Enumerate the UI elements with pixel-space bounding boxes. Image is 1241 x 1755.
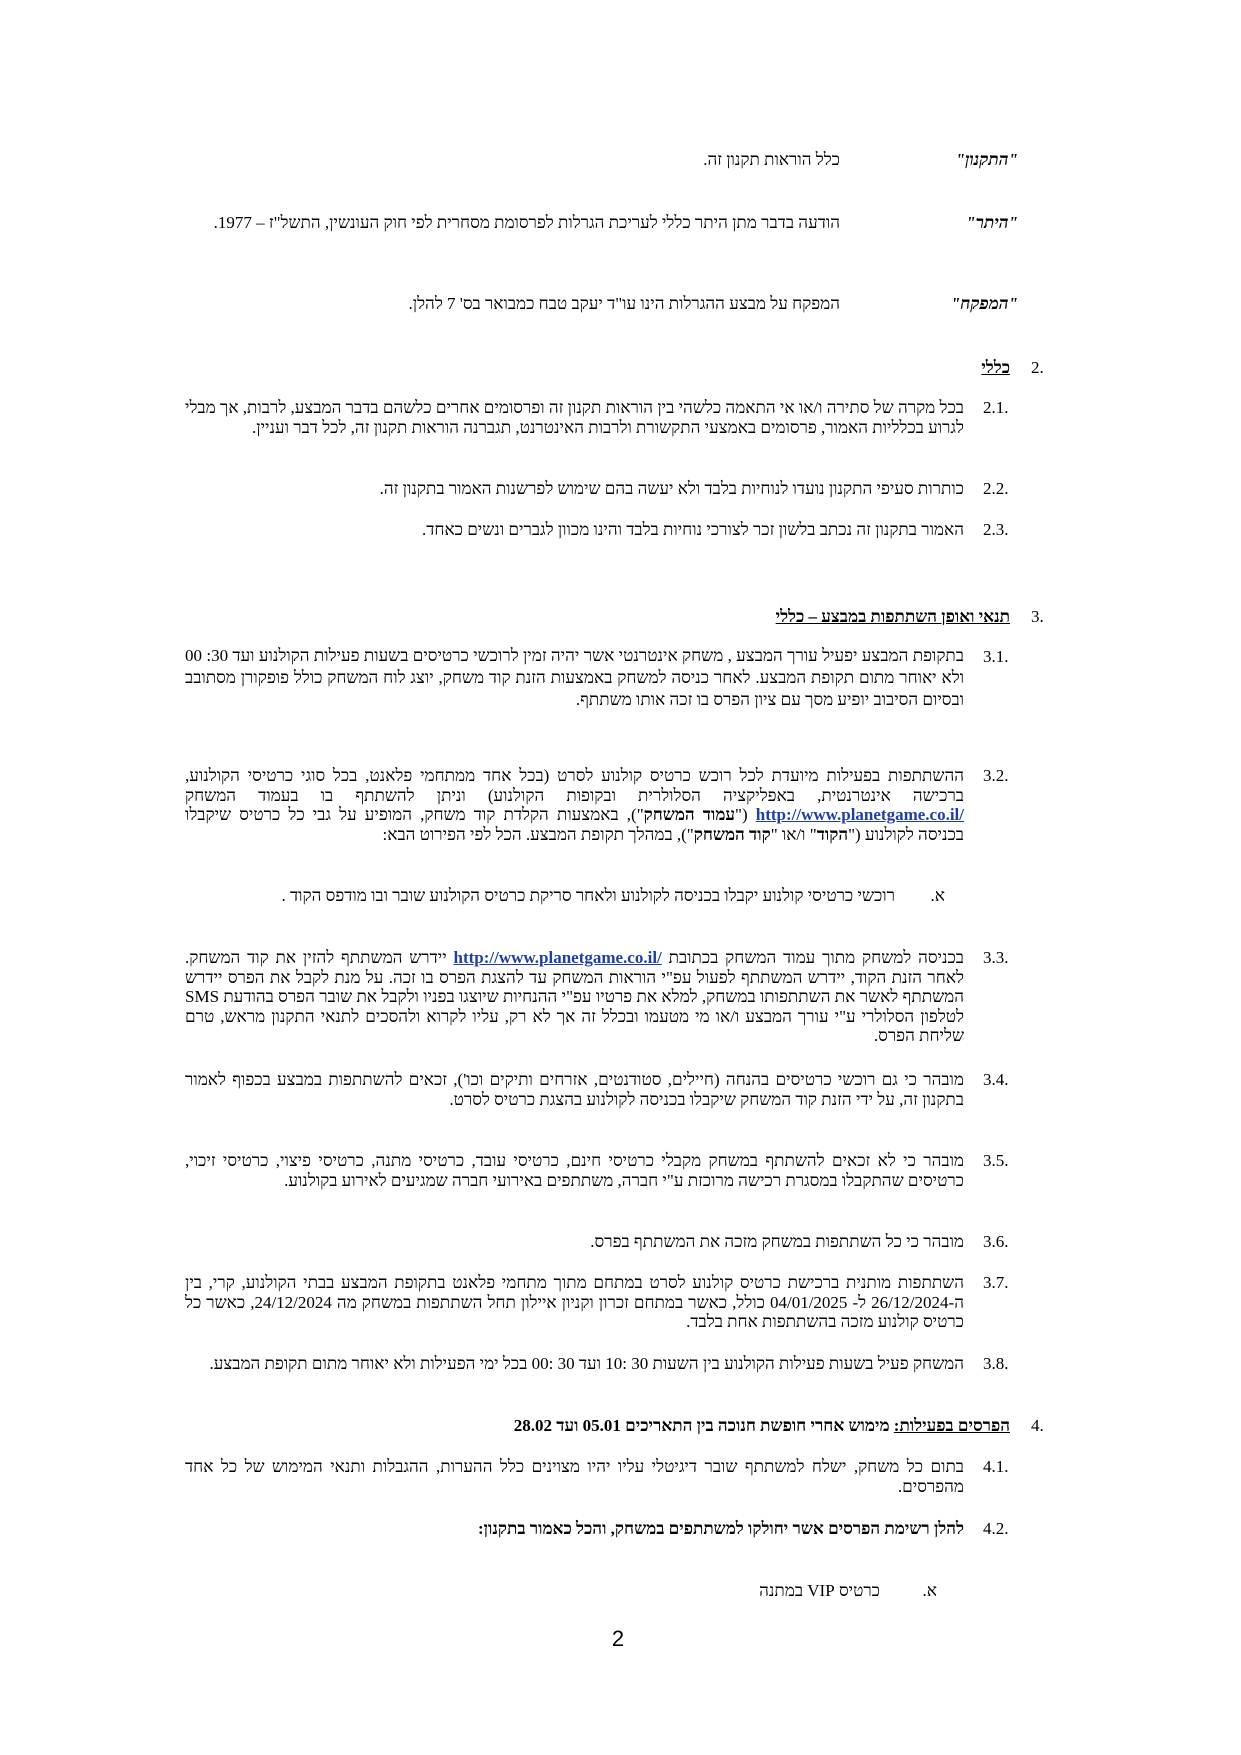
item-3-6-text: מובהר כי כל השתתפות במשחק מזכה את המשתתף בפרס. — [590, 1232, 964, 1251]
item-3-2-part2: (" — [735, 805, 748, 824]
definition-term-mefakeach: "המפקח" — [950, 294, 1018, 313]
item-3-1-number: 3.1. — [983, 647, 1009, 666]
item-2-1-text: בכל מקרה של סתירה ו/או אי התאמה כלשהי בין הוראות תקנון זה ופרסומים אחרים כלשהם בדבר המבצע, לרבות, אך מבלי לגרוע בכלליות האמור, פרסומים באמצעי התקשורת ולרבות האינטרנט, תגברנה הוראות תקנון זה, לכל דבר ועניין. — [185, 398, 964, 437]
item-3-3-number: 3.3. — [983, 948, 1009, 967]
item-3-2-bold-code: הקוד — [816, 824, 849, 844]
item-3-7-number: 3.7. — [983, 1273, 1009, 1292]
definition-text-takanon: כלל הוראות תקנון זה. — [703, 150, 840, 169]
item-3-2-part3: "), באמצעות הקלדת קוד משחק, המופיע על גבי כל כרטיס שיקבלו בכניסה לקולנוע (" — [185, 805, 964, 844]
item-3-8-text: המשחק פעיל בשעות פעילות הקולנוע בין השעות 30 :10 ועד 30 :00 בכל ימי הפעילות ולא יאוחר מתום תקופת המבצע. — [209, 1354, 964, 1373]
page-number: 2 — [611, 1626, 625, 1651]
item-3-5-text: מובהר כי לא זכאים להשתתף במשחק מקבלי כרטיסי חינם, כרטיסי עובד, כרטיסי מתנה, כרטיסי פיצוי, כרטיסי זיכוי, כרטיסים שהתקבלו במסגרת רכישה מרוכזת ע"י חברה, משתתפים באירועי חברה שמגיעים לאירוע בקולנוע. — [185, 1151, 964, 1190]
item-2-3-text: האמור בתקנון זה נכתב בלשון זכר לצורכי נוחיות בלבד והינו מכוון לגברים ונשים כאחד. — [421, 520, 964, 539]
planetgame-link[interactable]: http://www.planetgame.co.il/ — [755, 805, 965, 824]
item-3-2-bold-game-page: עמוד המשחק — [643, 805, 736, 824]
item-3-6-number: 3.6. — [983, 1232, 1009, 1251]
item-3-2-part1: ההשתתפות בפעילות מיועדת לכל רוכש כרטיס קולנוע לסרט (בכל אחד ממתחמי פלאנט, בכל סוגי כרטיסי הקולנוע, ברכישה אינטרנטית, באפליקציה הסלולרית ובקופות הקולנוע) וניתן להשתתף בו בעמוד המשחק — [185, 766, 964, 805]
planetgame-link-2[interactable]: http://www.planetgame.co.il/ — [453, 948, 662, 967]
item-3-2-a-letter: א. — [930, 886, 945, 905]
item-2-1-number: 2.1. — [983, 398, 1009, 417]
prize-a-letter: א. — [922, 1581, 937, 1600]
item-3-4-text: מובהר כי גם רוכשי כרטיסים בהנחה (חיילים, סטודנטים, אזרחים ותיקים וכו'), זכאים להשתתפות במבצע בכפוף לאמור בתקנון זה, על ידי הזנת קוד המשחק שיקבלו בכניסה לקולנוע בהצגת כרטיס לסרט. — [185, 1070, 964, 1109]
item-3-2-text — [185, 766, 964, 844]
section-4-title-prizes: הפרסים בפעילות: — [893, 1416, 1010, 1435]
item-3-2-part4: " ו/או " — [770, 824, 817, 844]
item-3-4-number: 3.4. — [983, 1070, 1009, 1089]
item-3-2-part5: "), במהלך תקופת המבצע. הכל לפי הפירוט הבא: — [382, 824, 694, 844]
item-4-2-number: 4.2. — [983, 1519, 1009, 1538]
item-3-3-text — [185, 948, 964, 1046]
item-2-2-text: כותרות סעיפי התקנון נועדו לנוחיות בלבד ולא יעשה בהם שימוש לפרשנות האמור בתקנון זה. — [379, 479, 964, 498]
definition-term-takanon: "התקנון" — [955, 150, 1018, 169]
section-4-title — [400, 1416, 1010, 1436]
item-2-2-number: 2.2. — [983, 479, 1009, 498]
item-3-5-number: 3.5. — [983, 1151, 1009, 1170]
item-3-8-number: 3.8. — [983, 1354, 1009, 1373]
item-2-3-number: 2.3. — [983, 520, 1009, 539]
section-2-number: 2. — [1031, 358, 1044, 377]
item-4-1-text: בתום כל משחק, ישלח למשתתף שובר דיגיטלי עליו יהיו מצוינים כלל ההערות, ההגבלות ותנאי המימוש של כל אחד מהפרסים. — [185, 1457, 964, 1496]
section-4-title-rest: מימוש אחרי חופשת חנוכה בין התאריכים 05.01 ועד 28.02 — [513, 1416, 894, 1435]
item-4-1-number: 4.1. — [983, 1457, 1009, 1476]
section-4-number: 4. — [1031, 1416, 1044, 1435]
section-3-title: תנאי ואופן השתתפות במבצע – כללי — [775, 607, 1010, 626]
definition-term-heter: "היתר" — [966, 213, 1018, 232]
definition-text-heter: הודעה בדבר מתן היתר כללי לעריכת הגרלות לפרסומת מסחרית לפי חוק העונשין, התשל"ז – 1977. — [213, 213, 840, 232]
item-3-1-text: בתקופת המבצע יפעיל עורך המבצע , משחק אינטרנטי אשר יהיה זמין לרוכשי כרטיסים בשעות פעילות הקולנוע ועד 30: 00 ולא יאוחר מתום תקופת המבצע. לאחר כניסה למשחק באמצעות הזנת קוד משחק, יוצג לוח המשחק כולל פופקורן מסתובב ובסיום הסיבוב יופיע מסך עם ציון הפרס בו זכה אותו משתתף. — [185, 646, 964, 709]
item-3-2-a-text: רוכשי כרטיסי קולנוע יקבלו בכניסה לקולנוע ולאחר סריקת כרטיס הקולנוע שובר ובו מודפס הקוד . — [281, 886, 895, 905]
item-3-2-bold-game-code: קוד המשחק — [693, 824, 771, 844]
item-3-3-part2: יידרש המשתתף להזין את קוד המשחק. לאחר הזנת הקוד, יידרש המשתתף לפעול עפ"י הוראות המשחק עד להצגת הפרס בו זכה. על מנת לקבל את הפרס יידרש המשתתף לאשר את השתתפותו במשחק, למלא את פרטיו עפ"י ההנחיות שיוצגו בפניו ולקבל את שובר הפרס בהודעת SMS לטלפון הסלולרי ע"י עורך המבצע ו/או מי מטעמו ובכלל זה אך לא רק, עליו לקרוא ולהסכים לתנאי התקנון מראש, טרם שליחת הפרס. — [185, 948, 964, 1045]
prize-a-text: כרטיס VIP במתנה — [759, 1581, 880, 1600]
item-3-3-part1: בכניסה למשחק מתוך עמוד המשחק בכתובת — [668, 948, 965, 967]
item-4-2-text: להלן רשימת הפרסים אשר יחולקו למשתתפים במשחק, והכל כאמור בתקנון: — [478, 1519, 964, 1538]
item-3-2-number: 3.2. — [983, 766, 1009, 785]
definition-text-mefakeach: המפקח על מבצע ההגרלות הינו עו"ד יעקב טבח כמבואר בס' 7 להלן. — [408, 294, 840, 313]
item-3-7-text: השתתפות מותנית ברכישת כרטיס קולנוע לסרט במתחם מתוך מתחמי פלאנט בתקופת המבצע בבתי הקולנוע, קרי, בין ה-26/12/2024 ל- 04/01/2025 כולל, כאשר במתחם זכרון וקניון איילון תחל השתתפות במשחק מה 24/12/2024, כאשר כל כרטיס קולנוע מזכה בהשתתפות אחת בלבד. — [185, 1273, 964, 1331]
section-2-title: כללי — [981, 358, 1010, 377]
section-3-number: 3. — [1031, 607, 1044, 626]
